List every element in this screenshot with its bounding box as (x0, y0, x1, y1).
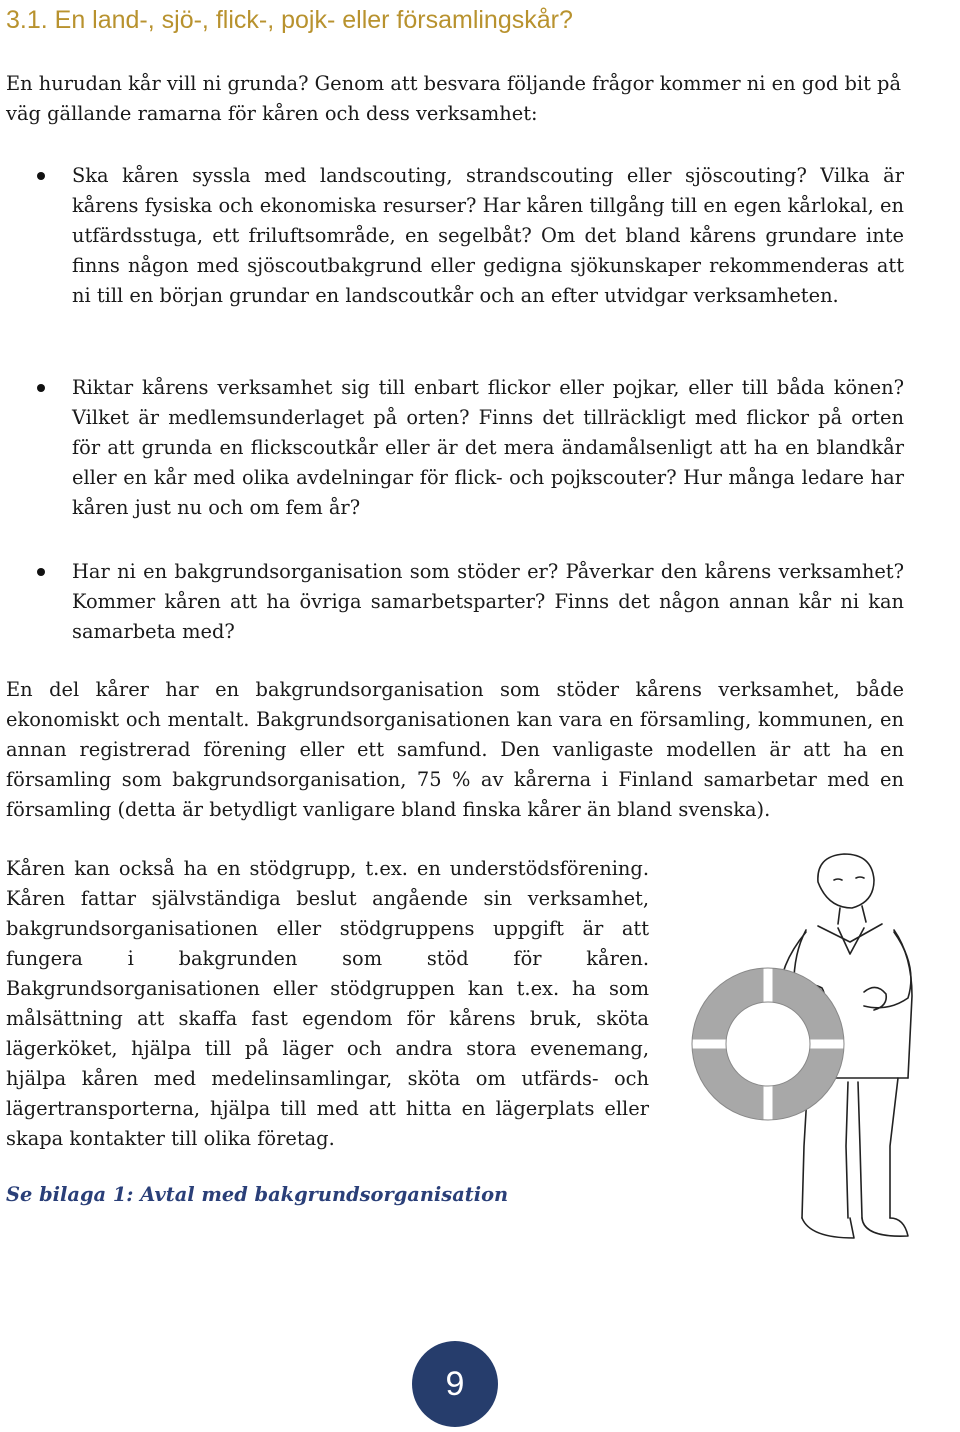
bullet-icon (37, 384, 45, 392)
background-organisation-paragraph: En del kårer har en bakgrundsorganisation som stöder kårens verksamhet, både ekonomiskt och mentalt. Bakgrundsorganisationen kan vara en församling, kommunen, en annan registrerad förening eller ett samfund. Den vanligaste modellen är att ha en församling som bakgrundsorganisation, 75 % av kårerna i Finland samarbetar med en församling (detta är betydligt vanligare bland finska kårer än bland svenska). (6, 678, 904, 821)
page-number-badge: 9 (412, 1341, 498, 1427)
section-heading: 3.1. En land-, sjö-, flick-, pojk- eller församlingskår? (6, 6, 573, 34)
scout-lifebuoy-illustration (668, 846, 958, 1266)
support-group-paragraph: Kåren kan också ha en stödgrupp, t.ex. en understödsförening. Kåren fattar självständiga beslut angående sin verksamhet, bakgrundsorganisationen eller stödgruppens uppgift är att fungera i bakgrunden som stöd för kåren. Bakgrundsorganisationen eller stödgruppen kan t.ex. ha som målsättning att skaffa fast egendom för kårens bruk, sköta lägerköket, hjälpa till på läger och andra stora evenemang, hjälpa kåren med medelinsamlingar, sköta om utfärds- och lägertransporterna, hjälpa till med att hitta en lägerplats eller skapa kontakter till olika företag. (6, 857, 649, 1150)
bullet-text: Ska kåren syssla med landscouting, strandscouting eller sjöscouting? Vilka är kårens fysiska och ekonomiska resurser? Har kåren tillgång till en egen kårlokal, en utfärdsstuga, ett friluftsområde, en segelbåt? Om det bland kårens grundare inte finns någon med sjöscoutbakgrund eller gedigna sjökunskaper rekommenderas att ni till en början grundar en landscoutkår och an efter utvidgar verksamheten. (72, 164, 904, 307)
bullet-text: Riktar kårens verksamhet sig till enbart flickor eller pojkar, eller till båda könen? Vilket är medlemsunderlaget på orten? Finns det tillräckligt med flickor på orten för att grunda en flickscoutkår eller är det mera ändamålsenligt att ha en blandkår eller en kår med olika avdelningar för flick- och pojkscouter? Hur många ledare har kåren just nu och om fem år? (72, 376, 904, 519)
appendix-link[interactable]: Se bilaga 1: Avtal med bakgrundsorganisation (6, 1183, 509, 1206)
bullet-icon (37, 568, 45, 576)
bullet-item (72, 373, 904, 523)
bullet-icon (37, 172, 45, 180)
intro-paragraph: En hurudan kår vill ni grunda? Genom att besvara följande frågor kommer ni en god bit på väg gällande ramarna för kåren och dess verksamhet: (6, 72, 901, 125)
bullet-list (72, 373, 904, 523)
bullet-item (72, 161, 904, 311)
bullet-text: Har ni en bakgrundsorganisation som stöder er? Påverkar den kårens verksamhet? Kommer kåren att ha övriga samarbetsparter? Finns det någon annan kår ni kan samarbeta med? (72, 560, 904, 643)
bullet-item (72, 557, 904, 647)
bullet-list (72, 557, 904, 647)
bullet-list (72, 161, 904, 311)
